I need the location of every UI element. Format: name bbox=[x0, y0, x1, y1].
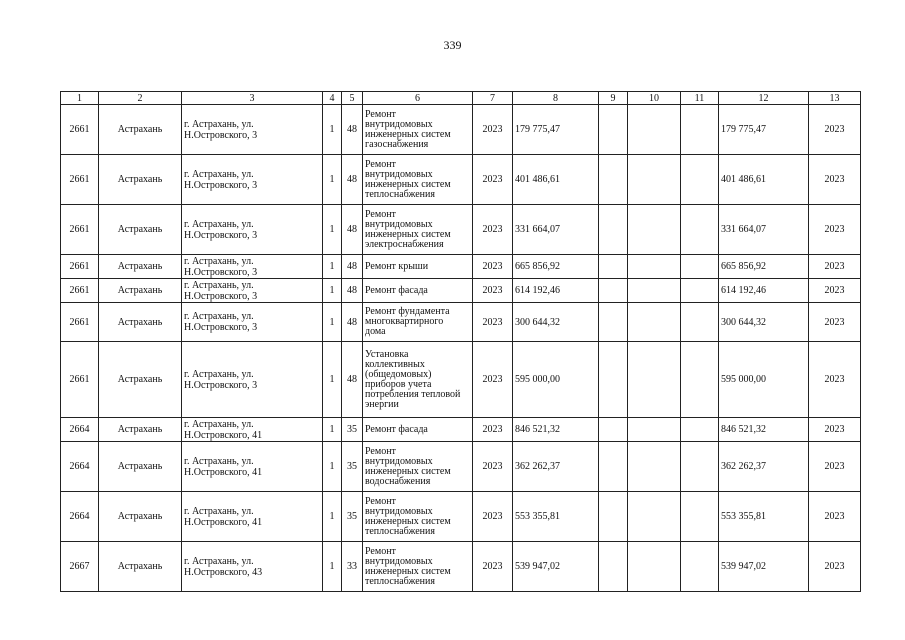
col11-cell bbox=[681, 155, 719, 205]
col10-cell bbox=[628, 542, 681, 592]
address-line: г. Астрахань, ул. bbox=[184, 118, 254, 130]
total-cell: 553 355,81 bbox=[719, 492, 809, 542]
row-id-cell: 2661 bbox=[61, 205, 99, 255]
col9-cell bbox=[599, 492, 628, 542]
col4-cell: 1 bbox=[323, 342, 342, 418]
work-line: энергии bbox=[365, 398, 399, 410]
address-cell bbox=[182, 492, 323, 542]
completion-year-cell: 2023 bbox=[809, 418, 861, 442]
col10-cell bbox=[628, 105, 681, 155]
work-line: дома bbox=[365, 326, 386, 337]
work-type-cell bbox=[363, 279, 473, 303]
col10-cell bbox=[628, 303, 681, 342]
table-row bbox=[61, 303, 861, 342]
work-line: Ремонт фасада bbox=[365, 284, 428, 296]
col5-cell: 35 bbox=[342, 492, 363, 542]
work-line: теплоснабжения bbox=[365, 525, 435, 537]
col9-cell bbox=[599, 303, 628, 342]
city-cell: Астрахань bbox=[99, 303, 182, 342]
work-line: инженерных систем bbox=[365, 128, 451, 140]
col4-cell: 1 bbox=[323, 303, 342, 342]
city-cell: Астрахань bbox=[99, 492, 182, 542]
work-type-cell bbox=[363, 492, 473, 542]
col10-cell bbox=[628, 205, 681, 255]
col11-cell bbox=[681, 342, 719, 418]
address-cell bbox=[182, 279, 323, 303]
city-cell: Астрахань bbox=[99, 205, 182, 255]
address-cell bbox=[182, 105, 323, 155]
column-header: 2 bbox=[99, 92, 182, 105]
col9-cell bbox=[599, 279, 628, 303]
col4-cell: 1 bbox=[323, 418, 342, 442]
total-cell: 401 486,61 bbox=[719, 155, 809, 205]
address-line: Н.Островского, 3 bbox=[184, 129, 258, 141]
row-id-cell: 2661 bbox=[61, 155, 99, 205]
city-cell: Астрахань bbox=[99, 542, 182, 592]
table-row bbox=[61, 492, 861, 542]
col5-cell: 48 bbox=[342, 342, 363, 418]
row-id-cell: 2661 bbox=[61, 342, 99, 418]
col11-cell bbox=[681, 279, 719, 303]
col10-cell bbox=[628, 255, 681, 279]
total-cell: 362 262,37 bbox=[719, 442, 809, 492]
work-type-cell bbox=[363, 155, 473, 205]
year-cell: 2023 bbox=[473, 492, 513, 542]
col5-cell: 33 bbox=[342, 542, 363, 592]
column-header: 9 bbox=[599, 92, 628, 105]
address-line: г. Астрахань, ул. bbox=[184, 279, 254, 291]
amount-cell: 665 856,92 bbox=[513, 255, 599, 279]
work-line: инженерных систем bbox=[365, 515, 451, 527]
work-line: внутридомовых bbox=[365, 168, 433, 180]
address-line: Н.Островского, 3 bbox=[184, 322, 258, 333]
column-header: 4 bbox=[323, 92, 342, 105]
year-cell: 2023 bbox=[473, 542, 513, 592]
amount-cell: 362 262,37 bbox=[513, 442, 599, 492]
work-line: теплоснабжения bbox=[365, 188, 435, 200]
col9-cell bbox=[599, 255, 628, 279]
work-line: (общедомовых) bbox=[365, 368, 432, 380]
work-line: Ремонт bbox=[365, 445, 396, 457]
column-header: 6 bbox=[363, 92, 473, 105]
table-row bbox=[61, 418, 861, 442]
work-type-cell bbox=[363, 255, 473, 279]
work-line: внутридомовых bbox=[365, 455, 433, 467]
address-line: Н.Островского, 3 bbox=[184, 179, 258, 191]
page-number: 339 bbox=[443, 38, 462, 52]
address-line: г. Астрахань, ул. bbox=[184, 255, 254, 267]
total-cell: 300 644,32 bbox=[719, 303, 809, 342]
completion-year-cell: 2023 bbox=[809, 492, 861, 542]
work-line: электроснабжения bbox=[365, 238, 444, 250]
col5-cell: 35 bbox=[342, 418, 363, 442]
work-line: теплоснабжения bbox=[365, 575, 435, 587]
work-line: внутридомовых bbox=[365, 555, 433, 567]
address-cell bbox=[182, 255, 323, 279]
city-cell: Астрахань bbox=[99, 105, 182, 155]
col11-cell bbox=[681, 442, 719, 492]
amount-cell: 614 192,46 bbox=[513, 279, 599, 303]
work-line: Ремонт bbox=[365, 108, 396, 120]
address-line: г. Астрахань, ул. bbox=[184, 368, 254, 380]
col4-cell: 1 bbox=[323, 255, 342, 279]
col10-cell bbox=[628, 342, 681, 418]
address-line: Н.Островского, 3 bbox=[184, 290, 258, 302]
total-cell: 331 664,07 bbox=[719, 205, 809, 255]
row-id-cell: 2661 bbox=[61, 279, 99, 303]
col4-cell: 1 bbox=[323, 442, 342, 492]
work-line: газоснабжения bbox=[365, 138, 429, 150]
address-cell bbox=[182, 303, 323, 342]
address-cell bbox=[182, 418, 323, 442]
address-line: г. Астрахань, ул. bbox=[184, 218, 254, 230]
col10-cell bbox=[628, 418, 681, 442]
work-type-cell bbox=[363, 342, 473, 418]
completion-year-cell: 2023 bbox=[809, 303, 861, 342]
row-id-cell: 2661 bbox=[61, 303, 99, 342]
col10-cell bbox=[628, 279, 681, 303]
table-row bbox=[61, 279, 861, 303]
work-line: инженерных систем bbox=[365, 228, 451, 240]
repair-registry-table bbox=[60, 91, 861, 592]
year-cell: 2023 bbox=[473, 255, 513, 279]
amount-cell: 179 775,47 bbox=[513, 105, 599, 155]
col9-cell bbox=[599, 105, 628, 155]
col11-cell bbox=[681, 205, 719, 255]
work-line: внутридомовых bbox=[365, 218, 433, 230]
col5-cell: 48 bbox=[342, 255, 363, 279]
completion-year-cell: 2023 bbox=[809, 105, 861, 155]
address-cell bbox=[182, 155, 323, 205]
city-cell: Астрахань bbox=[99, 442, 182, 492]
amount-cell: 595 000,00 bbox=[513, 342, 599, 418]
col4-cell: 1 bbox=[323, 105, 342, 155]
work-type-cell bbox=[363, 205, 473, 255]
amount-cell: 401 486,61 bbox=[513, 155, 599, 205]
work-line: Установка bbox=[365, 348, 409, 360]
address-line: Н.Островского, 3 bbox=[184, 229, 258, 241]
work-type-cell bbox=[363, 418, 473, 442]
work-line: инженерных систем bbox=[365, 178, 451, 190]
total-cell: 179 775,47 bbox=[719, 105, 809, 155]
city-cell: Астрахань bbox=[99, 155, 182, 205]
col10-cell bbox=[628, 155, 681, 205]
year-cell: 2023 bbox=[473, 342, 513, 418]
completion-year-cell: 2023 bbox=[809, 255, 861, 279]
year-cell: 2023 bbox=[473, 155, 513, 205]
address-cell bbox=[182, 442, 323, 492]
year-cell: 2023 bbox=[473, 205, 513, 255]
col11-cell bbox=[681, 105, 719, 155]
col4-cell: 1 bbox=[323, 279, 342, 303]
column-header: 3 bbox=[182, 92, 323, 105]
col4-cell: 1 bbox=[323, 542, 342, 592]
address-cell bbox=[182, 542, 323, 592]
completion-year-cell: 2023 bbox=[809, 542, 861, 592]
col4-cell: 1 bbox=[323, 205, 342, 255]
row-id-cell: 2667 bbox=[61, 542, 99, 592]
column-header: 11 bbox=[681, 92, 719, 105]
col5-cell: 35 bbox=[342, 442, 363, 492]
table-row bbox=[61, 105, 861, 155]
work-line: приборов учета bbox=[365, 378, 432, 390]
year-cell: 2023 bbox=[473, 442, 513, 492]
table-body bbox=[61, 92, 861, 592]
work-line: внутридомовых bbox=[365, 505, 433, 517]
address-line: Н.Островского, 41 bbox=[184, 466, 263, 478]
city-cell: Астрахань bbox=[99, 342, 182, 418]
column-header: 5 bbox=[342, 92, 363, 105]
work-type-cell bbox=[363, 105, 473, 155]
col5-cell: 48 bbox=[342, 205, 363, 255]
address-line: Н.Островского, 3 bbox=[184, 379, 258, 391]
col9-cell bbox=[599, 155, 628, 205]
work-line: инженерных систем bbox=[365, 465, 451, 477]
amount-cell: 846 521,32 bbox=[513, 418, 599, 442]
col5-cell: 48 bbox=[342, 279, 363, 303]
year-cell: 2023 bbox=[473, 418, 513, 442]
col10-cell bbox=[628, 442, 681, 492]
column-header: 8 bbox=[513, 92, 599, 105]
col9-cell bbox=[599, 342, 628, 418]
row-id-cell: 2661 bbox=[61, 255, 99, 279]
total-cell: 665 856,92 bbox=[719, 255, 809, 279]
work-line: внутридомовых bbox=[365, 118, 433, 130]
amount-cell: 331 664,07 bbox=[513, 205, 599, 255]
column-number-header-row bbox=[61, 92, 861, 105]
col11-cell bbox=[681, 542, 719, 592]
column-header: 10 bbox=[628, 92, 681, 105]
total-cell: 595 000,00 bbox=[719, 342, 809, 418]
col11-cell bbox=[681, 303, 719, 342]
amount-cell: 553 355,81 bbox=[513, 492, 599, 542]
total-cell: 846 521,32 bbox=[719, 418, 809, 442]
work-line: Ремонт фасада bbox=[365, 423, 428, 435]
city-cell: Астрахань bbox=[99, 279, 182, 303]
column-header: 7 bbox=[473, 92, 513, 105]
work-line: Ремонт bbox=[365, 208, 396, 220]
work-type-cell bbox=[363, 303, 473, 342]
col9-cell bbox=[599, 418, 628, 442]
col10-cell bbox=[628, 492, 681, 542]
table-row bbox=[61, 542, 861, 592]
col4-cell: 1 bbox=[323, 492, 342, 542]
col11-cell bbox=[681, 492, 719, 542]
col9-cell bbox=[599, 205, 628, 255]
work-line: инженерных систем bbox=[365, 565, 451, 577]
work-type-cell bbox=[363, 442, 473, 492]
completion-year-cell: 2023 bbox=[809, 342, 861, 418]
address-line: г. Астрахань, ул. bbox=[184, 168, 254, 180]
address-cell bbox=[182, 205, 323, 255]
row-id-cell: 2664 bbox=[61, 442, 99, 492]
col5-cell: 48 bbox=[342, 155, 363, 205]
table-row bbox=[61, 442, 861, 492]
completion-year-cell: 2023 bbox=[809, 155, 861, 205]
completion-year-cell: 2023 bbox=[809, 442, 861, 492]
col5-cell: 48 bbox=[342, 303, 363, 342]
work-line: коллективных bbox=[365, 358, 425, 370]
work-type-cell bbox=[363, 542, 473, 592]
address-line: г. Астрахань, ул. bbox=[184, 418, 254, 430]
year-cell: 2023 bbox=[473, 105, 513, 155]
address-line: Н.Островского, 41 bbox=[184, 429, 263, 441]
col9-cell bbox=[599, 542, 628, 592]
city-cell: Астрахань bbox=[99, 418, 182, 442]
work-line: Ремонт bbox=[365, 158, 396, 170]
row-id-cell: 2664 bbox=[61, 492, 99, 542]
address-line: Н.Островского, 41 bbox=[184, 516, 263, 528]
col9-cell bbox=[599, 442, 628, 492]
work-line: потребления тепловой bbox=[365, 388, 461, 400]
completion-year-cell: 2023 bbox=[809, 279, 861, 303]
table-row bbox=[61, 255, 861, 279]
column-header: 13 bbox=[809, 92, 861, 105]
completion-year-cell: 2023 bbox=[809, 205, 861, 255]
address-line: г. Астрахань, ул. bbox=[184, 455, 254, 467]
row-id-cell: 2661 bbox=[61, 105, 99, 155]
address-line: г. Астрахань, ул. bbox=[184, 505, 254, 517]
address-line: Н.Островского, 43 bbox=[184, 566, 263, 578]
address-line: Н.Островского, 3 bbox=[184, 266, 258, 278]
column-header: 12 bbox=[719, 92, 809, 105]
work-line: многоквартирного bbox=[365, 316, 444, 327]
col11-cell bbox=[681, 418, 719, 442]
city-cell: Астрахань bbox=[99, 255, 182, 279]
col4-cell: 1 bbox=[323, 155, 342, 205]
table-row bbox=[61, 205, 861, 255]
column-header: 1 bbox=[61, 92, 99, 105]
table-row bbox=[61, 342, 861, 418]
work-line: Ремонт bbox=[365, 545, 396, 557]
work-line: Ремонт крыши bbox=[365, 260, 429, 272]
amount-cell: 539 947,02 bbox=[513, 542, 599, 592]
address-line: г. Астрахань, ул. bbox=[184, 311, 254, 322]
total-cell: 539 947,02 bbox=[719, 542, 809, 592]
year-cell: 2023 bbox=[473, 303, 513, 342]
amount-cell: 300 644,32 bbox=[513, 303, 599, 342]
col11-cell bbox=[681, 255, 719, 279]
address-line: г. Астрахань, ул. bbox=[184, 555, 254, 567]
work-line: водоснабжения bbox=[365, 475, 431, 487]
year-cell: 2023 bbox=[473, 279, 513, 303]
row-id-cell: 2664 bbox=[61, 418, 99, 442]
total-cell: 614 192,46 bbox=[719, 279, 809, 303]
work-line: Ремонт фундамента bbox=[365, 306, 450, 317]
address-cell bbox=[182, 342, 323, 418]
table-row bbox=[61, 155, 861, 205]
col5-cell: 48 bbox=[342, 105, 363, 155]
work-line: Ремонт bbox=[365, 495, 396, 507]
